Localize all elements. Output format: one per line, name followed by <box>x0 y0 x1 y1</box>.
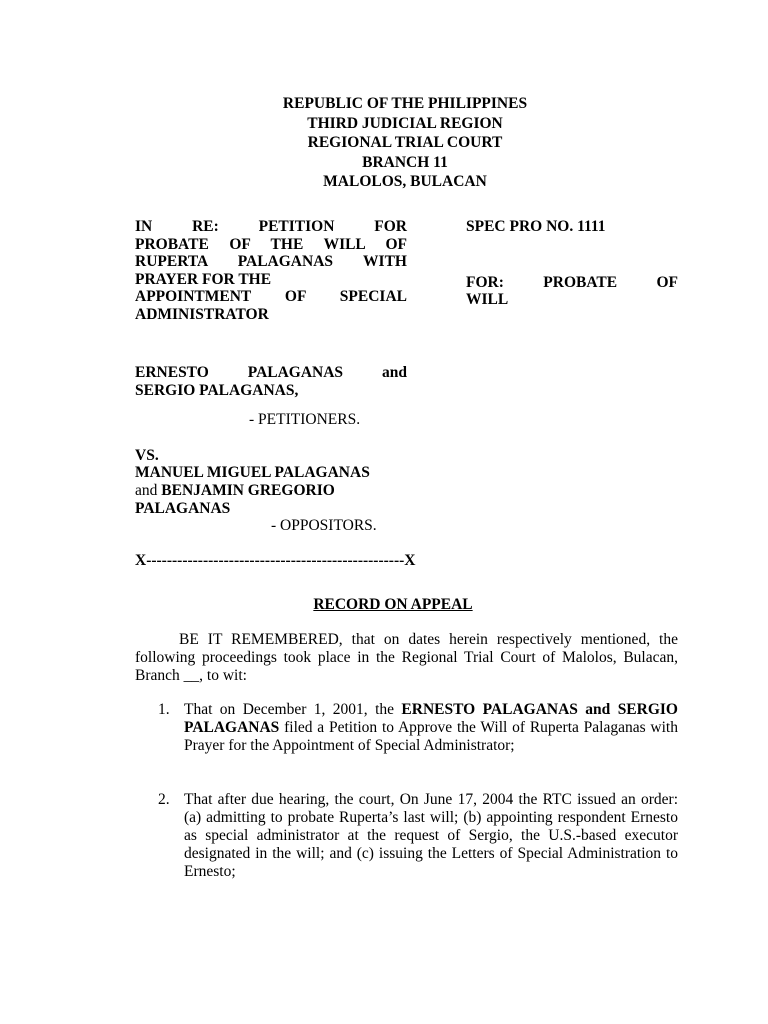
oppositor-name-1: MANUEL MIGUEL PALAGANAS <box>135 464 370 482</box>
document-title: RECORD ON APPEAL <box>313 596 473 613</box>
list-item-text: That after due hearing, the court, On June 17, 2004 the RTC issued an order: (a) admitting to probate Ruperta’s last will; (b) appointing respondent Ernesto as special administrator at the request of Sergio, the U.S.-based executor designated in the will; and (c) issuing the Letters of Special Administration to Ernesto; <box>184 791 678 880</box>
caption-line: PROBATE OF THE WILL OF <box>135 235 407 253</box>
caption-divider: X--------------------------------------------------X <box>135 552 416 569</box>
intro-paragraph <box>135 631 678 685</box>
list-item-number: 1. <box>158 701 170 718</box>
list-item-bold-text: ERNESTO PALAGANAS and SERGIO PALAGANAS <box>184 701 678 736</box>
header-line-location: MALOLOS, BULACAN <box>323 173 487 190</box>
list-item <box>135 791 678 881</box>
list-item <box>135 701 678 755</box>
versus-label: VS. <box>135 446 159 464</box>
petitioner-names-line2: SERGIO PALAGANAS, <box>135 381 299 399</box>
intro-text: BE IT REMEMBERED, that on dates herein respectively mentioned, the following proceedings took place in the Regional Trial Court of Malolos, Bulacan, Branch __, to wit: <box>135 631 678 684</box>
header-line-republic: REPUBLIC OF THE PHILIPPINES <box>282 95 528 112</box>
caption-line: APPOINTMENT OF SPECIAL <box>135 288 407 306</box>
caption-line: ADMINISTRATOR <box>135 305 269 323</box>
header-line-region: THIRD JUDICIAL REGION <box>307 114 503 132</box>
oppositor-name-2-last: PALAGANAS <box>135 499 231 517</box>
petitioner-names-line1: ERNESTO PALAGANAS and <box>135 364 407 381</box>
caption-line: RUPERTA PALAGANAS WITH <box>135 253 407 271</box>
case-number: SPEC PRO NO. 1111 <box>466 218 606 235</box>
oppositor-name-2-text: BENJAMIN GREGORIO <box>161 481 335 499</box>
caption-line: PRAYER FOR THE <box>135 270 272 288</box>
case-caption <box>135 218 407 324</box>
list-item-text: That on December 1, 2001, the <box>184 701 402 718</box>
case-number-block <box>466 218 678 309</box>
case-nature-line2: WILL <box>466 291 509 309</box>
case-nature-line1: FOR: PROBATE OF <box>466 273 678 291</box>
petitioners-role: - PETITIONERS. <box>249 411 361 429</box>
header-line-branch: BRANCH 11 <box>362 153 448 171</box>
oppositor-conjunction: and <box>135 481 162 499</box>
court-header <box>0 94 768 192</box>
oppositor-name-2 <box>135 482 407 500</box>
header-line-court: REGIONAL TRIAL COURT <box>307 134 503 151</box>
list-item-text: filed a Petition to Approve the Will of Ruperta Palaganas with Prayer for the Appointment of Special Administrator; <box>184 719 678 754</box>
oppositors-role: - OPPOSITORS. <box>271 517 377 535</box>
parties-block <box>135 364 407 535</box>
caption-line: IN RE: PETITION FOR <box>135 218 407 235</box>
list-item-number: 2. <box>158 791 170 808</box>
